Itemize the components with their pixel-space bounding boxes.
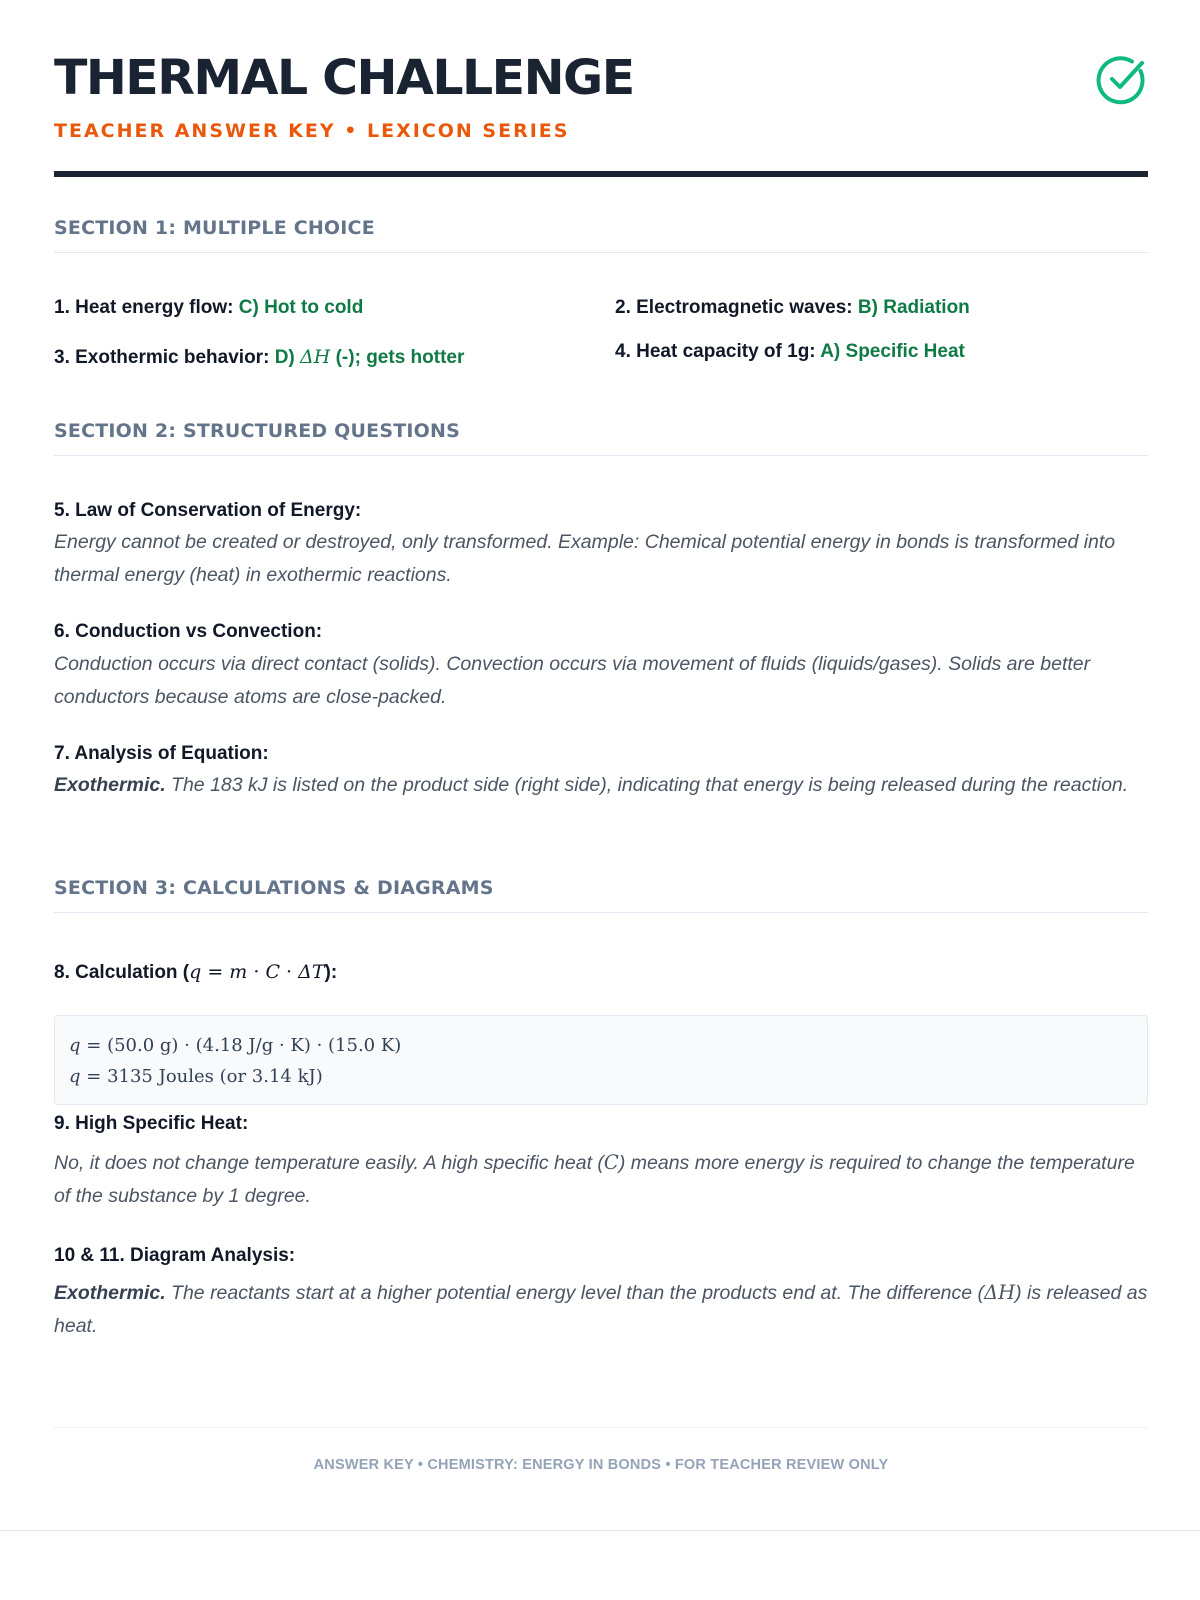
question-1 xyxy=(54,297,363,319)
question-7-lead: Exothermic. xyxy=(54,774,166,796)
question-7-answer xyxy=(54,769,1148,802)
question-3 xyxy=(54,346,464,369)
calculation-line-1 xyxy=(69,1030,1133,1061)
section-2-divider xyxy=(54,455,1148,456)
question-3-label: 3. Exothermic behavior: xyxy=(54,347,270,368)
section-1-divider xyxy=(54,252,1148,253)
question-2 xyxy=(615,297,970,319)
check-circle-icon xyxy=(1096,54,1148,106)
question-8-label xyxy=(54,961,337,984)
calculation-line-2-expr: = 3135 Joules (or 3.14 kJ) xyxy=(86,1066,323,1087)
question-9-label: 9. High Specific Heat: xyxy=(54,1113,249,1134)
question-9-text-before: No, it does not change temperature easily. A high specific heat ( xyxy=(54,1152,604,1174)
footer-text: ANSWER KEY • CHEMISTRY: ENERGY IN BONDS • FOR TEACHER REVIEW ONLY xyxy=(313,1457,889,1473)
section-2-heading: SECTION 2: STRUCTURED QUESTIONS xyxy=(54,420,460,442)
question-9-text-after: ) means more energy is required to change the temperature of the substance by 1 degree. xyxy=(54,1152,1135,1207)
section-1-heading: SECTION 1: MULTIPLE CHOICE xyxy=(54,217,375,239)
question-8-label-suffix: ): xyxy=(324,962,338,983)
section-3-heading: SECTION 3: CALCULATIONS & DIAGRAMS xyxy=(54,877,494,899)
question-7-text: The 183 kJ is listed on the product side (right side), indicating that energy is being released during the reaction. xyxy=(171,774,1129,796)
question-8-label-prefix: 8. Calculation ( xyxy=(54,962,190,983)
calculation-line-1-var: q xyxy=(69,1035,81,1056)
question-5-label: 5. Law of Conservation of Energy: xyxy=(54,500,362,521)
question-3-answer-math: ΔH xyxy=(300,346,331,368)
question-10-answer xyxy=(54,1276,1148,1343)
calculation-box xyxy=(54,1015,1148,1105)
page-subtitle: TEACHER ANSWER KEY • LEXICON SERIES xyxy=(54,120,570,142)
page-title: THERMAL CHALLENGE xyxy=(54,50,634,106)
question-6-label: 6. Conduction vs Convection: xyxy=(54,621,323,642)
question-5-answer: Energy cannot be created or destroyed, only transformed. Example: Chemical potential energy in bonds is transformed into thermal energy (heat) in exothermic reactions. xyxy=(54,531,1116,586)
question-10-label: 10 & 11. Diagram Analysis: xyxy=(54,1245,296,1266)
question-10-text-after: ) is released as heat. xyxy=(54,1282,1148,1337)
question-3-answer-suffix: (-); gets hotter xyxy=(335,347,465,368)
calculation-line-1-expr: = (50.0 g) · (4.18 J/g · K) · (15.0 K) xyxy=(86,1035,402,1056)
question-1-label: 1. Heat energy flow: xyxy=(54,297,234,318)
calculation-line-2-var: q xyxy=(69,1066,81,1087)
question-1-answer: C) Hot to cold xyxy=(238,297,364,318)
page-bottom-edge xyxy=(0,1530,1200,1531)
question-4-label: 4. Heat capacity of 1g: xyxy=(615,341,816,362)
section-3-divider xyxy=(54,912,1148,913)
question-9-answer xyxy=(54,1146,1148,1213)
question-7-label: 7. Analysis of Equation: xyxy=(54,743,269,764)
question-8-formula: q = m · C · ΔT xyxy=(189,961,325,983)
question-10-text-before: The reactants start at a higher potential energy level than the products end at. The difference ( xyxy=(171,1282,985,1304)
question-2-label: 2. Electromagnetic waves: xyxy=(615,297,853,318)
question-2-answer: B) Radiation xyxy=(857,297,970,318)
calculation-line-2 xyxy=(69,1061,1133,1092)
question-4 xyxy=(615,341,965,363)
question-3-answer-prefix: D) xyxy=(274,347,295,368)
question-9-math: C xyxy=(603,1151,619,1174)
question-6-answer: Conduction occurs via direct contact (solids). Convection occurs via movement of fluids (liquids/gases). Solids are better conductors because atoms are close-packed. xyxy=(54,653,1091,708)
footer-divider xyxy=(54,1427,1148,1428)
header-divider xyxy=(54,171,1148,177)
question-4-answer: A) Specific Heat xyxy=(820,341,965,362)
question-10-lead: Exothermic. xyxy=(54,1282,166,1304)
question-10-math: ΔH xyxy=(984,1281,1016,1304)
question-3-answer xyxy=(275,347,465,368)
